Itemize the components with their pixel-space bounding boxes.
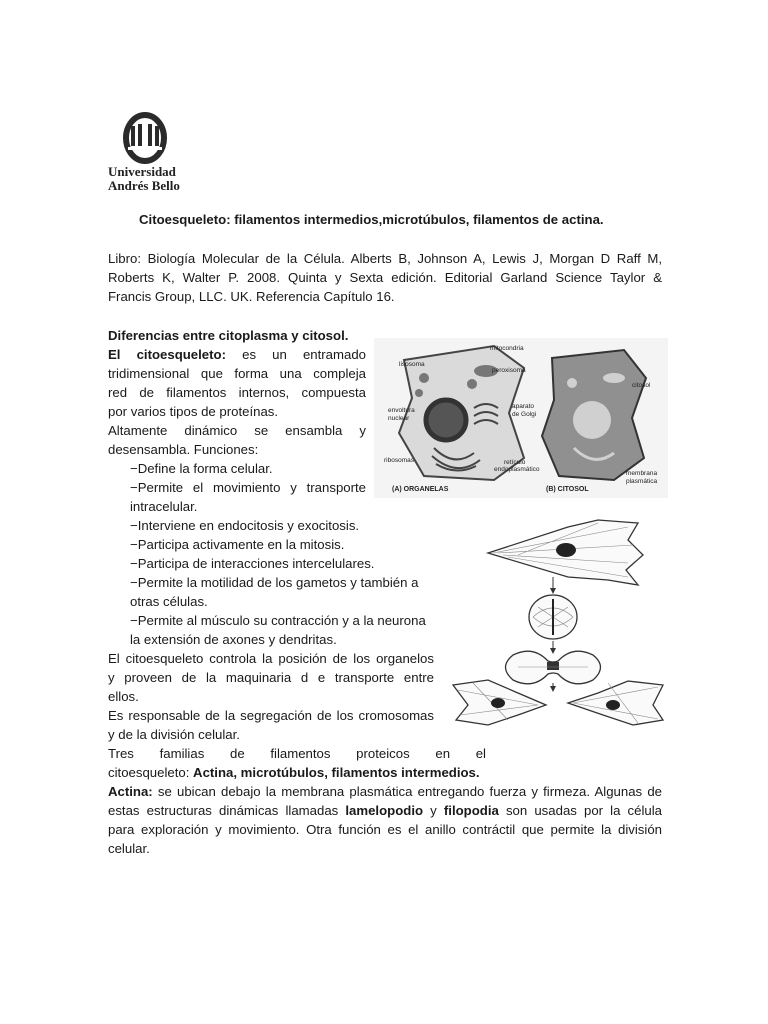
- lamelopodio-term: lamelopodio: [345, 803, 424, 818]
- filopodia-term: filopodia: [443, 803, 499, 818]
- actina-line-4: celular.: [108, 841, 150, 856]
- label-lisosoma: lisosoma: [399, 361, 425, 368]
- function-item: −Permite la motilidad de los gametos y también a: [130, 575, 419, 590]
- function-item: otras células.: [130, 594, 208, 609]
- intro-line-4: por varios tipos de proteínas.: [108, 404, 279, 419]
- actina-text: estas estructuras dinámicas llamadas: [108, 803, 346, 818]
- label-citosol: citosol: [632, 382, 651, 389]
- label-envoltura-2: nuclear: [388, 415, 410, 422]
- function-item: −Participa de interacciones intercelulares.: [130, 556, 375, 571]
- university-name-line1: Universidad: [108, 164, 176, 179]
- cell-organelles-figure: [374, 338, 668, 498]
- families-list: Actina, microtúbulos, filamentos intermedios.: [193, 765, 480, 780]
- actina-line-3: para exploración y movimiento. Otra función es el anillo contráctil que permite la división: [108, 822, 662, 837]
- function-item: −Interviene en endocitosis y exocitosis.: [130, 518, 360, 533]
- intro-line-3: red de filamentos internos, compuesta: [108, 385, 366, 400]
- actina-label: Actina:: [108, 784, 153, 799]
- function-item: −Define la forma celular.: [130, 461, 273, 476]
- reference-line-3: Francis Group, LLC. UK. Referencia Capítulo 16.: [108, 289, 395, 304]
- caption-organelas: (A) ORGANELAS: [392, 486, 449, 493]
- label-membrana-1: membrana: [626, 470, 658, 477]
- intro-line-1: [108, 345, 366, 364]
- paragraph-line: Tres familias de filamentos proteicos en el: [108, 746, 486, 761]
- paragraph-line: [108, 763, 480, 782]
- function-item: −Permite al músculo su contracción y a la neurona: [130, 613, 426, 628]
- university-crest-icon: [108, 112, 198, 164]
- actina-text: se ubican debajo la membrana plasmática entregando fuerza y firmeza. Algunas de: [152, 784, 662, 799]
- intro-line-2: tridimensional que forma una compleja: [108, 366, 366, 381]
- intro-rest: es un entramado: [242, 347, 366, 362]
- label-reticulo-1: retículo: [504, 459, 526, 466]
- paragraph-line: El citoesqueleto controla la posición de los organelos: [108, 651, 434, 666]
- caption-citosol: (B) CITOSOL: [546, 486, 589, 493]
- label-mitocondria: mitocondria: [490, 345, 524, 352]
- label-envoltura-1: envoltura: [388, 407, 415, 414]
- paragraph-line: y de la división celular.: [108, 727, 240, 742]
- actina-text: son usadas por la célula: [498, 803, 663, 818]
- page-title: Citoesqueleto: filamentos intermedios,microtúbulos, filamentos de actina.: [139, 212, 604, 227]
- intro-line-6: desensambla. Funciones:: [108, 442, 259, 457]
- paragraph-line: Es responsable de la segregación de los cromosomas: [108, 708, 434, 723]
- intro-bold: El citoesqueleto:: [108, 347, 226, 362]
- actina-line-2: [108, 801, 662, 820]
- cell-a-nucleus: [426, 400, 466, 440]
- cell-division-figure: [448, 515, 670, 743]
- intro-line-5: Altamente dinámico se ensambla y: [108, 423, 366, 438]
- label-membrana-2: plasmática: [626, 478, 658, 485]
- section-heading: Diferencias entre citoplasma y citosol.: [108, 328, 349, 343]
- function-item: la extensión de axones y dendritas.: [130, 632, 337, 647]
- function-item: intracelular.: [130, 499, 198, 514]
- label-peroxisoma: peroxisoma: [492, 367, 526, 374]
- actina-line-1: [108, 782, 662, 801]
- reference-line-2: Roberts K, Walter P. 2008. Quinta y Sexta edición. Editorial Garland Science Taylor &: [108, 270, 662, 285]
- paragraph-line: y proveen de la maquinaria d e transporte entre: [108, 670, 434, 685]
- university-logo: [108, 112, 198, 194]
- function-item: −Permite el movimiento y transporte: [130, 480, 366, 495]
- families-intro: citoesqueleto:: [108, 765, 194, 780]
- actina-text: y: [423, 803, 444, 818]
- label-reticulo-2: endoplasmático: [494, 466, 540, 473]
- reference-line-1: Libro: Biología Molecular de la Célula. Alberts B, Johnson A, Lewis J, Morgan D Raff M,: [108, 251, 662, 266]
- label-ribosomas: ribosomas: [384, 457, 414, 464]
- label-aparato-2: de Golgi: [512, 411, 537, 418]
- label-aparato-1: aparato: [512, 403, 535, 410]
- function-item: −Participa activamente en la mitosis.: [130, 537, 345, 552]
- paragraph-line: ellos.: [108, 689, 139, 704]
- university-name-line2: Andrés Bello: [108, 178, 180, 193]
